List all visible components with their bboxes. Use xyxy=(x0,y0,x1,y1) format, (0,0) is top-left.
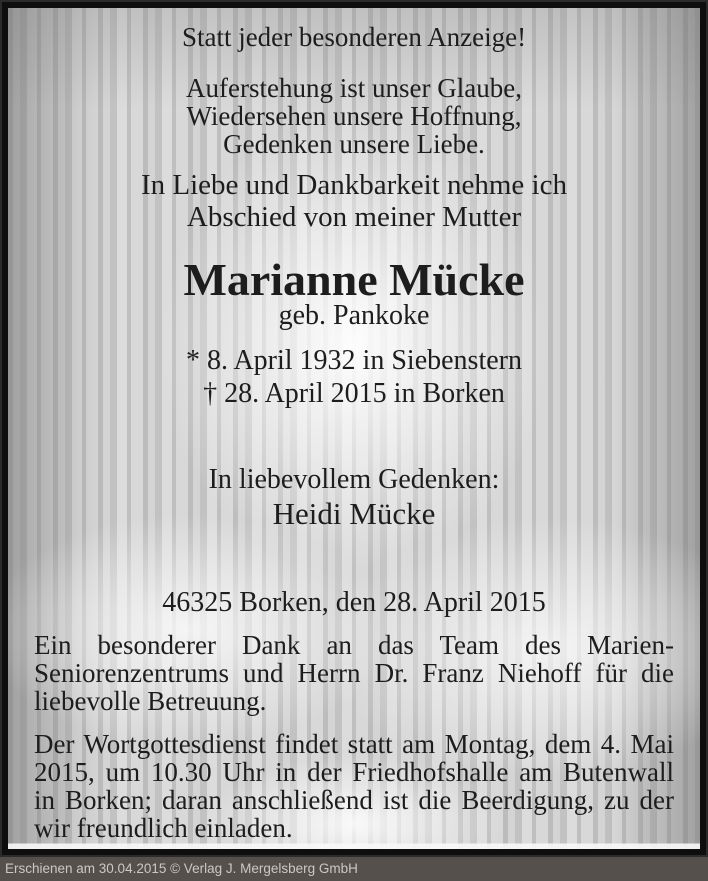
deceased-name: Marianne Mücke xyxy=(183,254,525,305)
publisher-footer: Erschienen am 30.04.2015 © Verlag J. Mergelsberg GmbH xyxy=(0,857,708,881)
maiden-name: geb. Pankoke xyxy=(278,300,430,331)
memorial-label: In liebevollem Gedenken: xyxy=(208,464,500,495)
service-line: 2015, um 10.30 Uhr in der Friedhofshalle am Butenwall xyxy=(34,757,674,787)
announcement-line: Abschied von meiner Mutter xyxy=(186,201,522,233)
obituary-frame xyxy=(2,2,706,855)
thanks-line: Seniorenzentrums und Herrn Dr. Franz Niehoff für die xyxy=(34,658,674,688)
life-dates xyxy=(8,344,700,410)
announcement-line: In Liebe und Dankbarkeit nehme ich xyxy=(141,169,567,201)
memorial-verse xyxy=(8,74,700,158)
place-dateline: 46325 Borken, den 28. April 2015 xyxy=(162,587,546,618)
verse-line: Wiedersehen unsere Hoffnung, xyxy=(186,101,522,131)
obituary-content xyxy=(8,8,700,849)
thanks-line: liebevolle Betreuung. xyxy=(34,686,267,716)
mourner-name: Heidi Mücke xyxy=(272,496,436,531)
intro-line: Statt jeder besonderen Anzeige! xyxy=(181,22,527,52)
service-line: in Borken; daran anschließend ist die Beerdigung, zu der xyxy=(34,785,674,815)
death-date-line: † 28. April 2015 in Borken xyxy=(203,378,505,409)
verse-line: Auferstehung ist unser Glaube, xyxy=(186,73,522,103)
thanks-line: Ein besonderer Dank an das Team des Marien- xyxy=(34,630,674,660)
birth-date-line: * 8. April 1932 in Siebenstern xyxy=(186,345,522,376)
service-line: Der Wortgottesdienst findet statt am Montag, dem 4. Mai xyxy=(34,729,674,759)
announcement xyxy=(8,169,700,233)
verse-line: Gedenken unsere Liebe. xyxy=(223,129,485,159)
service-line: wir freundlich einladen. xyxy=(34,813,293,843)
thanks-paragraph xyxy=(8,631,700,715)
service-paragraph xyxy=(8,730,700,842)
